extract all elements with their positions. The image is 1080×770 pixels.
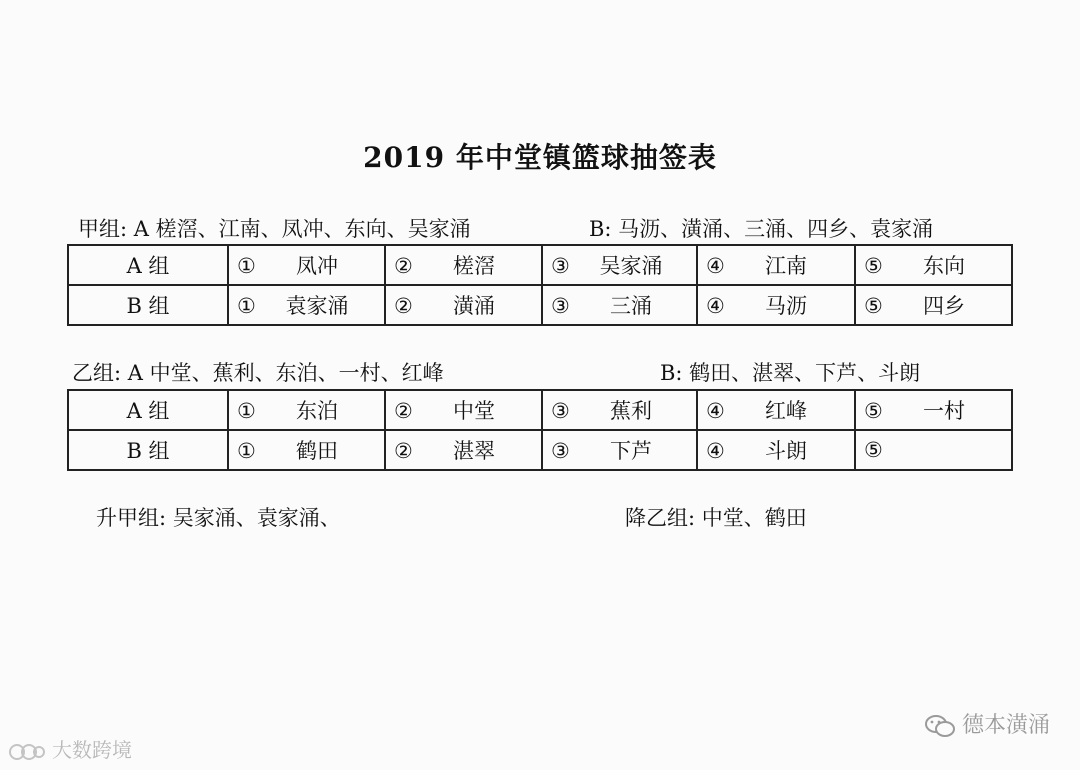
wechat-icon [924, 713, 956, 739]
draw-number: ① [237, 294, 256, 318]
team-name: 吴家涌 [599, 254, 663, 278]
draw-number: ③ [551, 254, 570, 278]
team-name: 袁家涌 [285, 294, 349, 318]
draw-number: ⑤ [864, 438, 883, 462]
team-name: 鹤田 [296, 439, 338, 463]
table-cell [228, 430, 385, 470]
draw-number: ② [394, 399, 413, 423]
table-cell [228, 245, 385, 285]
team-name: 槎滘 [453, 254, 495, 278]
group-yi-a-teams: 乙组: A 中堂、蕉利、东泊、一村、红峰 [72, 361, 444, 385]
row-label: A 组 [68, 245, 228, 285]
table-cell [542, 245, 697, 285]
draw-number: ③ [551, 399, 570, 423]
page-title: 2019 年中堂镇篮球抽签表 [363, 141, 717, 174]
table-cell [542, 390, 697, 430]
draw-number: ③ [551, 439, 570, 463]
draw-number: ② [394, 439, 413, 463]
brand-logo-icon [8, 741, 46, 763]
team-name: 中堂 [453, 399, 495, 423]
draw-number: ② [394, 254, 413, 278]
group-yi-table [67, 389, 1013, 471]
team-name: 江南 [765, 254, 807, 278]
team-name: 斗朗 [765, 439, 807, 463]
draw-number: ③ [551, 294, 570, 318]
group-jia-b-teams: B: 马沥、潢涌、三涌、四乡、袁家涌 [589, 217, 934, 241]
team-name: 四乡 [923, 294, 965, 318]
table-cell [855, 285, 1012, 325]
team-name: 一村 [923, 399, 965, 423]
draw-number: ⑤ [864, 254, 883, 278]
team-name: 凤冲 [296, 254, 338, 278]
table-row [68, 430, 1012, 470]
draw-number: ① [237, 399, 256, 423]
draw-number: ⑤ [864, 399, 883, 423]
watermark-left [8, 734, 132, 763]
table-cell [385, 390, 542, 430]
table-cell [855, 430, 1012, 470]
team-name: 潢涌 [453, 294, 495, 318]
table-cell [855, 390, 1012, 430]
draw-number: ④ [706, 439, 725, 463]
draw-number: ④ [706, 399, 725, 423]
table-cell [385, 285, 542, 325]
team-name: 马沥 [765, 294, 807, 318]
table-cell [697, 245, 855, 285]
watermark-right [924, 708, 1050, 739]
table-cell [228, 390, 385, 430]
draw-number: ④ [706, 254, 725, 278]
table-cell [228, 285, 385, 325]
team-name: 湛翠 [453, 439, 495, 463]
group-yi-b-teams: B: 鹤田、湛翠、下芦、斗朗 [660, 361, 921, 385]
table-cell [385, 430, 542, 470]
row-label: A 组 [68, 390, 228, 430]
team-name: 下芦 [610, 439, 652, 463]
draw-number: ② [394, 294, 413, 318]
team-name: 蕉利 [610, 399, 652, 423]
table-cell [542, 430, 697, 470]
row-label: B 组 [68, 430, 228, 470]
table-cell [697, 390, 855, 430]
table-row [68, 245, 1012, 285]
draw-number: ① [237, 254, 256, 278]
table-row [68, 390, 1012, 430]
draw-number: ① [237, 439, 256, 463]
table-cell [385, 245, 542, 285]
group-jia-a-teams: 甲组: A 槎滘、江南、凤冲、东向、吴家涌 [78, 217, 471, 241]
team-name: 东向 [923, 254, 965, 278]
table-cell [542, 285, 697, 325]
draw-number: ④ [706, 294, 725, 318]
table-cell [697, 430, 855, 470]
watermark-right-text: 德本潢涌 [961, 713, 1050, 738]
table-cell [855, 245, 1012, 285]
table-cell [697, 285, 855, 325]
draw-number: ⑤ [864, 294, 883, 318]
watermark-left-text: 大数跨境 [52, 738, 132, 762]
row-label: B 组 [68, 285, 228, 325]
group-jia-table [67, 244, 1013, 326]
team-name: 红峰 [765, 399, 807, 423]
promotion-line: 升甲组: 吴家涌、袁家涌、 [96, 506, 341, 530]
team-name: 三涌 [610, 294, 652, 318]
team-name: 东泊 [296, 399, 338, 423]
relegation-line: 降乙组: 中堂、鹤田 [625, 506, 807, 530]
table-row [68, 285, 1012, 325]
